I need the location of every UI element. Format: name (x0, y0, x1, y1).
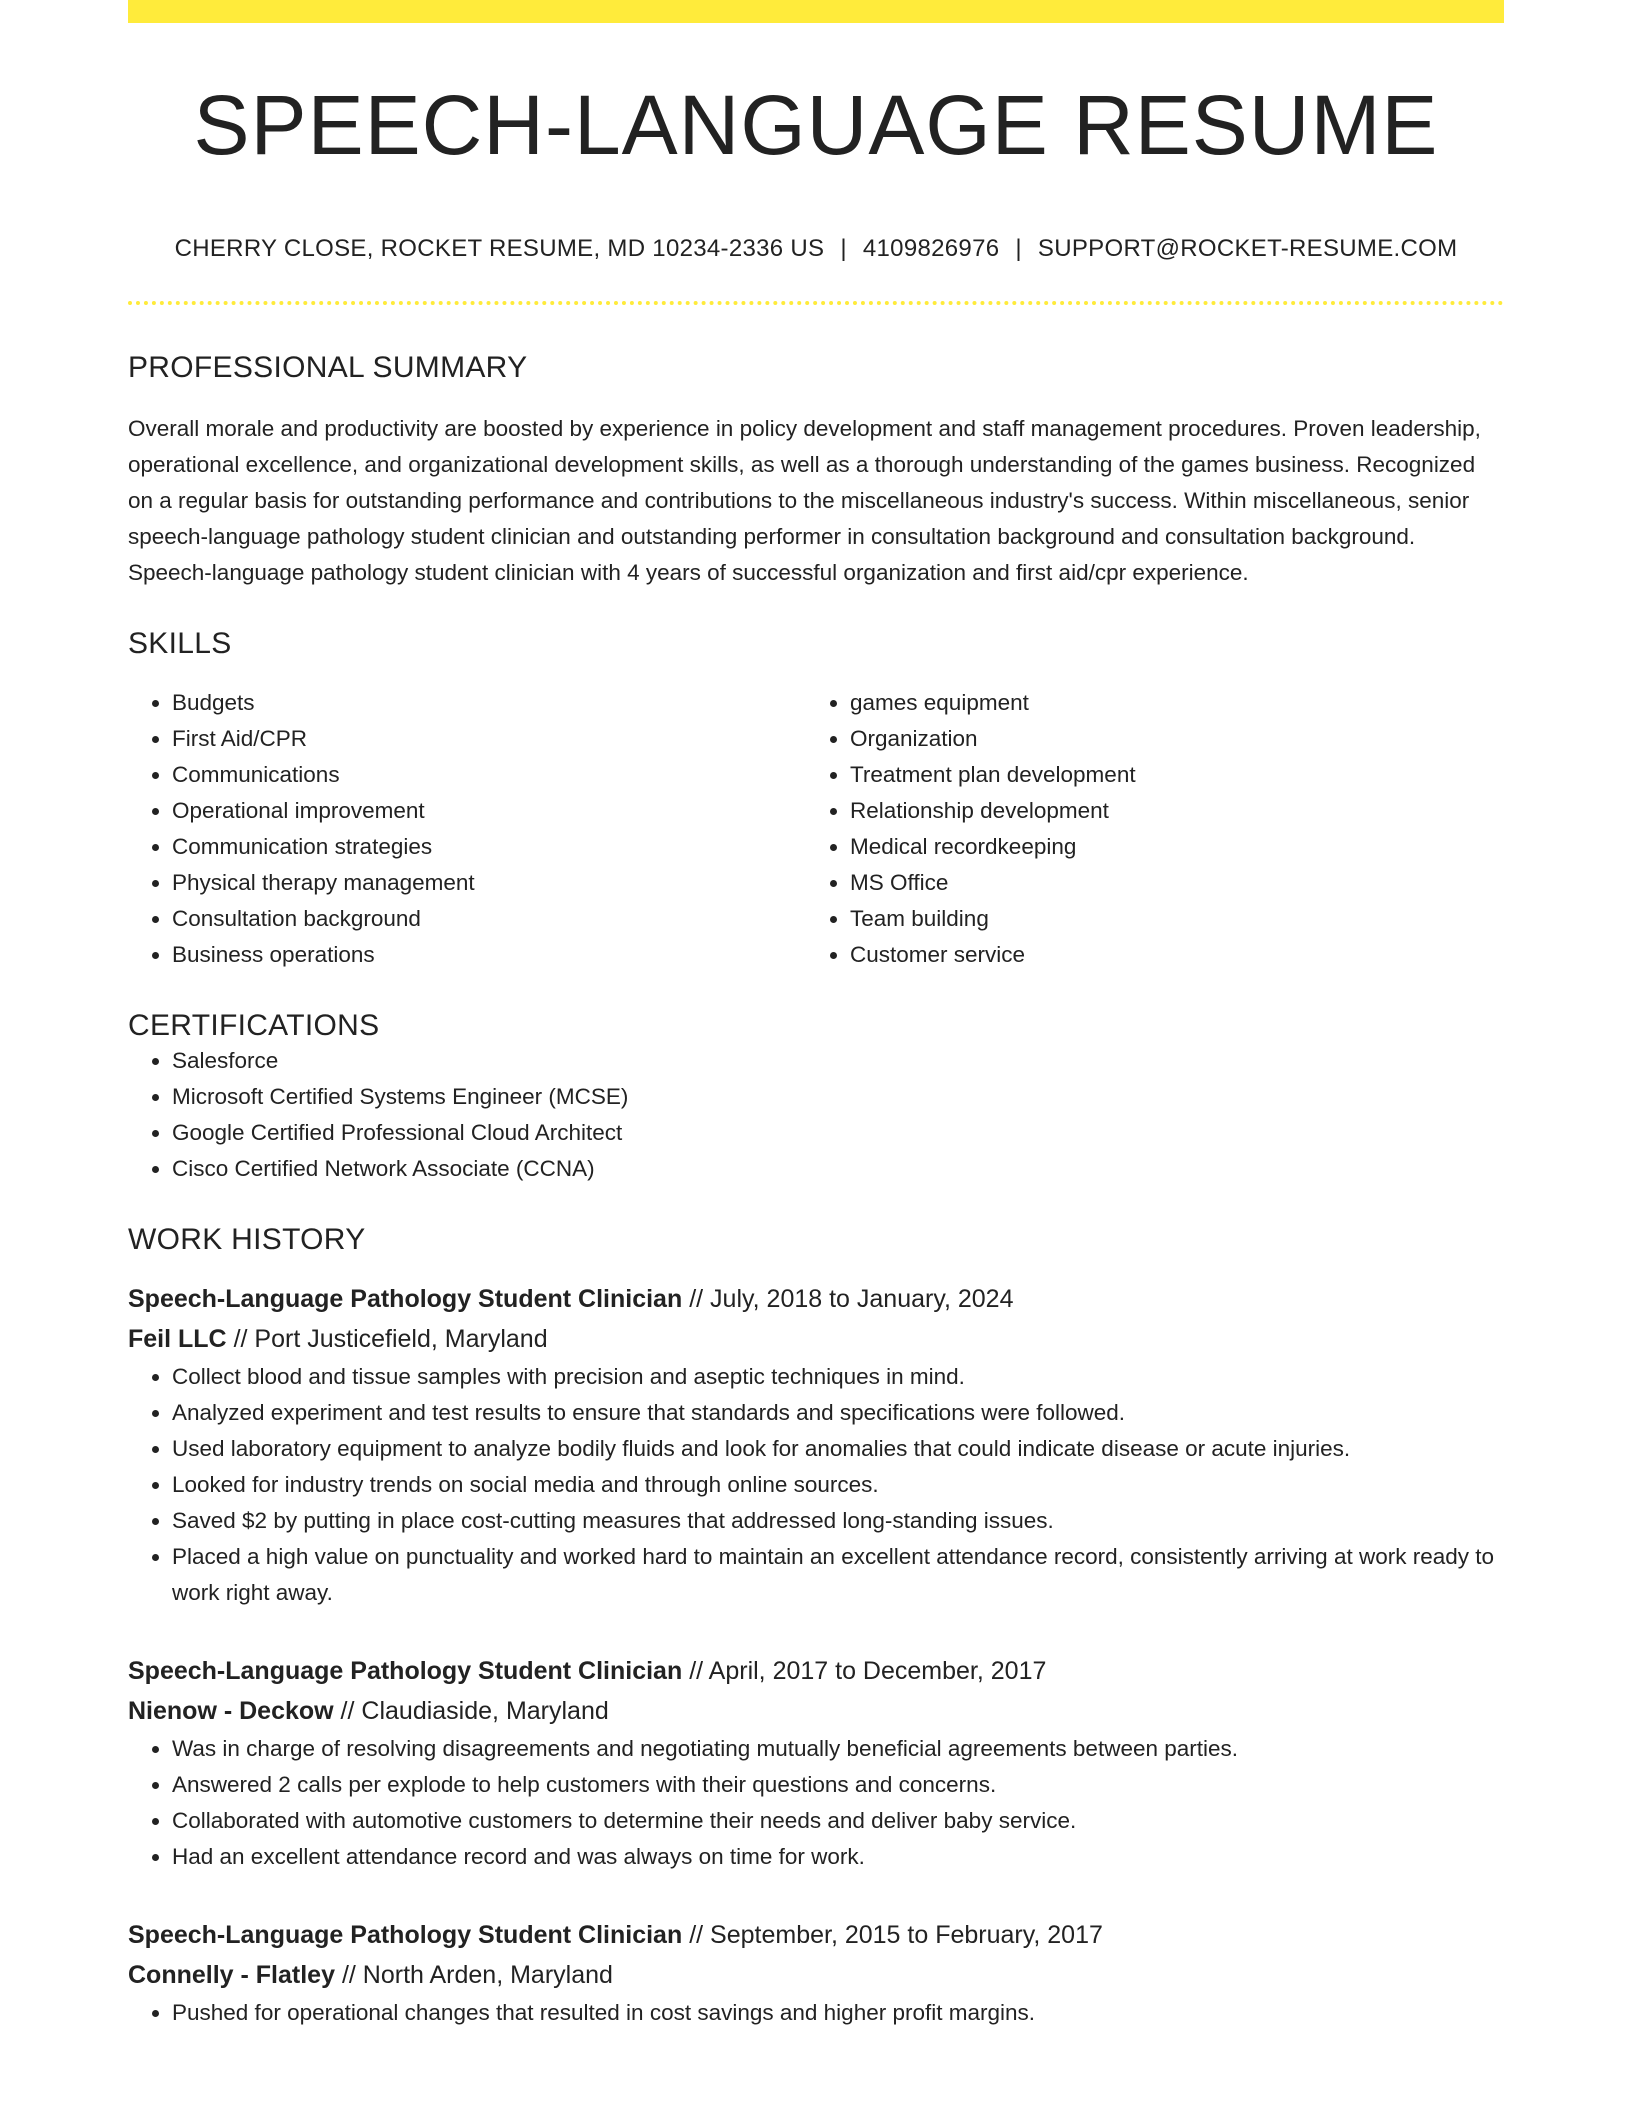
job-separator: // (689, 1657, 704, 1685)
skill-item: • Business operations (172, 937, 806, 973)
job-separator: // (689, 1285, 704, 1313)
skill-item: • First Aid/CPR (172, 721, 806, 757)
job-bullet: • Saved $2 by putting in place cost-cutting measures that addressed long-standing issues. (172, 1503, 1504, 1539)
job-location: Port Justicefield, Maryland (254, 1325, 548, 1353)
job-bullet: • Placed a high value on punctuality and worked hard to maintain an excellent attendance record, consistently arriving at work ready to work right away. (172, 1539, 1504, 1611)
job-bullet-list (128, 1995, 1504, 2031)
contact-separator: | (1015, 235, 1022, 262)
job-bullet: • Was in charge of resolving disagreements and negotiating mutually beneficial agreements between parties. (172, 1731, 1504, 1767)
contact-email: SUPPORT@ROCKET-RESUME.COM (1037, 235, 1458, 262)
skill-item: • Medical recordkeeping (850, 829, 1484, 865)
job-title-line (128, 1651, 1504, 1691)
skill-item: • Operational improvement (172, 793, 806, 829)
skill-item: • MS Office (850, 865, 1484, 901)
job-company: Feil LLC (128, 1325, 227, 1353)
job-bullet: • Had an excellent attendance record and was always on time for work. (172, 1839, 1504, 1875)
job-separator: // (340, 1697, 355, 1725)
skill-item: • Organization (850, 721, 1484, 757)
contact-separator: | (840, 235, 847, 262)
job-bullet: • Analyzed experiment and test results to ensure that standards and specifications were followed. (172, 1395, 1504, 1431)
job-location: Claudiaside, Maryland (361, 1697, 609, 1725)
job-bullet: • Answered 2 calls per explode to help customers with their questions and concerns. (172, 1767, 1504, 1803)
job-company-line (128, 1319, 1504, 1359)
dotted-divider (128, 301, 1504, 305)
job-title: Speech-Language Pathology Student Clinician (128, 1921, 683, 1949)
job-bullet: • Pushed for operational changes that resulted in cost savings and higher profit margins. (172, 1995, 1504, 2031)
resume-page (128, 0, 1504, 2031)
skill-item: • Physical therapy management (172, 865, 806, 901)
job-bullet-list (128, 1731, 1504, 1875)
contact-line (128, 235, 1504, 263)
job-separator: // (689, 1921, 704, 1949)
summary-text: Overall morale and productivity are boosted by experience in policy development and staff management procedures. Proven leadership, operational excellence, and organizational development skills, as well as a thorough understanding of the games business. Recognized on a regular basis for outstanding performance and contributions to the miscellaneous industry's success. Within miscellaneous, senior speech-language pathology student clinician and outstanding performer in consultation background and consultation background. Speech-language pathology student clinician with 4 years of successful organization and first aid/cpr experience. (128, 416, 1481, 585)
certifications-heading: CERTIFICATIONS (128, 1009, 380, 1042)
summary-heading: PROFESSIONAL SUMMARY (128, 351, 528, 384)
job-company: Connelly - Flatley (128, 1961, 335, 1989)
job-dates: September, 2015 to February, 2017 (710, 1921, 1103, 1949)
skill-item: • Treatment plan development (850, 757, 1484, 793)
job-bullet-list (128, 1359, 1504, 1611)
skill-item: • Relationship development (850, 793, 1484, 829)
skills-grid (128, 685, 1504, 973)
skill-item: • Team building (850, 901, 1484, 937)
job-bullet: • Collect blood and tissue samples with precision and aseptic techniques in mind. (172, 1359, 1504, 1395)
certifications-list (128, 1043, 1504, 1187)
certification-item: • Microsoft Certified Systems Engineer (MCSE) (172, 1079, 1504, 1115)
job-bullet: • Collaborated with automotive customers to determine their needs and deliver baby service. (172, 1803, 1504, 1839)
job-entry (128, 1651, 1504, 1875)
certification-item: • Google Certified Professional Cloud Architect (172, 1115, 1504, 1151)
contact-phone: 4109826976 (862, 235, 1000, 262)
certification-item: • Cisco Certified Network Associate (CCNA) (172, 1151, 1504, 1187)
resume-title: SPEECH-LANGUAGE RESUME (193, 78, 1439, 172)
skill-item: • Communications (172, 757, 806, 793)
skill-item: • Consultation background (172, 901, 806, 937)
job-title-line (128, 1279, 1504, 1319)
skill-item: • Communication strategies (172, 829, 806, 865)
job-company-line (128, 1955, 1504, 1995)
accent-top-bar (128, 0, 1504, 23)
job-dates: April, 2017 to December, 2017 (708, 1657, 1047, 1685)
job-bullet: • Used laboratory equipment to analyze bodily fluids and look for anomalies that could indicate disease or acute injuries. (172, 1431, 1504, 1467)
job-dates: July, 2018 to January, 2024 (710, 1285, 1014, 1313)
skill-item: • Customer service (850, 937, 1484, 973)
job-company-line (128, 1691, 1504, 1731)
skills-list-left (128, 685, 806, 973)
job-entry (128, 1279, 1504, 1611)
job-location: North Arden, Maryland (362, 1961, 613, 1989)
skills-heading: SKILLS (128, 627, 232, 660)
contact-address: CHERRY CLOSE, ROCKET RESUME, MD 10234-2336 US (174, 235, 825, 262)
work-history-heading: WORK HISTORY (128, 1223, 366, 1256)
job-entry (128, 1915, 1504, 2031)
job-title-line (128, 1915, 1504, 1955)
job-company: Nienow - Deckow (128, 1697, 334, 1725)
skill-item: • games equipment (850, 685, 1484, 721)
job-title: Speech-Language Pathology Student Clinician (128, 1285, 683, 1313)
certification-item: • Salesforce (172, 1043, 1504, 1079)
job-bullet: • Looked for industry trends on social media and through online sources. (172, 1467, 1504, 1503)
skills-list-right (806, 685, 1484, 973)
job-separator: // (233, 1325, 248, 1353)
job-separator: // (341, 1961, 356, 1989)
skill-item: • Budgets (172, 685, 806, 721)
job-title: Speech-Language Pathology Student Clinician (128, 1657, 683, 1685)
